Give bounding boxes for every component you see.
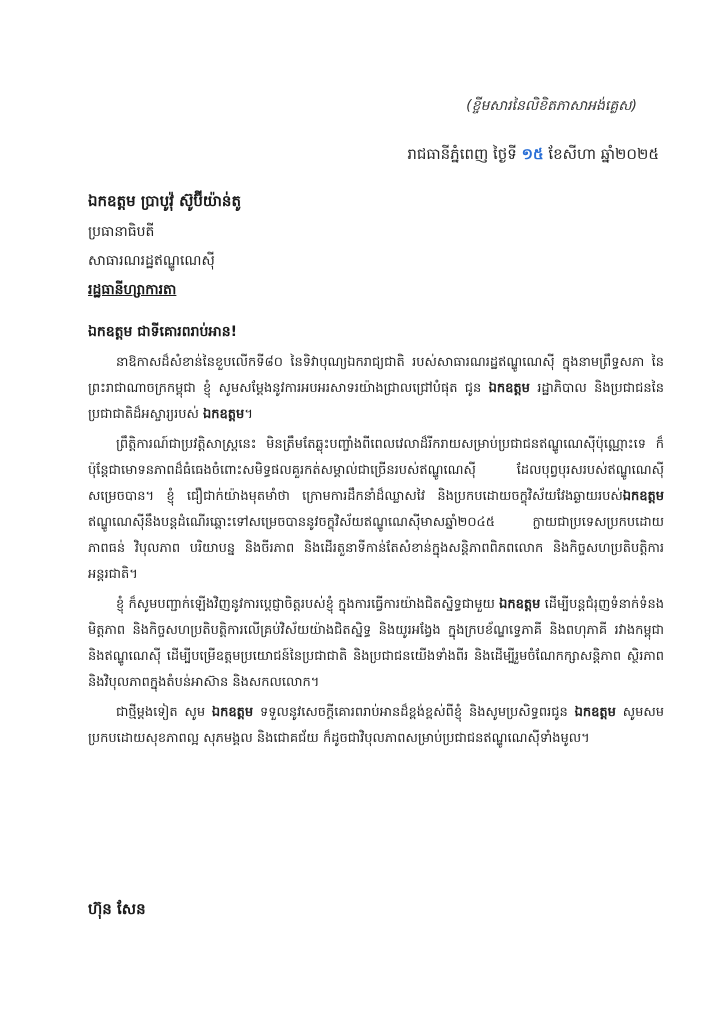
letter-body [88,350,664,756]
honorific: ឯកឧត្តម [211,705,254,720]
paragraph-text: ដើម្បីបន្តជំរុញទំនាក់ទំនងមិត្តភាព និងកិច្ចសហប្រតិបត្តិការលើគ្រប់វិស័យយ៉ាងជិតស្និទ្ធ និងយូរអង្វែង ក្នុងក្របខ័ណ្ឌទ្វេភាគី និងពហុភាគី រវាងកម្ពុជា និងឥណ្ឌូណេស៊ី ដើម្បីបម្រើឧត្តមប្រយោជន៍នៃប្រជាជាតិ និងប្រជាជនយើងទាំងពីរ និងដើម្បីរួមចំណែកក្សាសន្តិភាព ស្ថិរភាព និងវិបុលភាពក្នុងតំបន់អាស៊ាន និងសកលលោក។ [88,597,664,690]
honorific: ឯកឧត្តម [488,381,530,396]
paragraph-3 [88,592,664,696]
date-suffix: ខែសីហា ឆ្នាំ២០២៥ [548,145,659,163]
date-day: ១៥ [521,145,544,163]
recipient-name: ឯកឧត្តម ប្រាបូវ៉ុ ស៊ូប៊ីយ៉ាន់តូ [88,192,241,210]
honorific: ឯកឧត្តម [203,407,245,422]
paragraph-text: ទទួលនូវសេចក្ដីគោរពរាប់អានដ៏ខ្ពង់ខ្ពស់ពីខ្ញុំ និងសូមប្រសិទ្ធពរជូន [260,705,568,720]
recipient-country: សាធារណរដ្ឋឥណ្ឌូណេស៊ី [88,253,215,269]
paragraph-text: រដ្ឋាភិបាល និងប្រជាជននៃប្រជាជាតិដ៏អស្ចារ្យរបស់ [88,381,664,422]
salutation: ឯកឧត្តម ជាទីគោរពរាប់អាន! [88,324,238,340]
recipient-location: រដ្ឋធានីហ្សាការតា [88,282,177,298]
date-line [407,145,659,167]
paragraph-1 [88,350,664,428]
paragraph-text: ព្រឹត្តិការណ៍ជាប្រវត្តិសាស្ត្រនេះ មិនត្រឹមតែឆ្លុះបញ្ចាំងពីពេលវេលាដ៏រីករាយសម្រាប់ប្រជាជនឥណ្ឌូណេស៊ីប៉ុណ្ណោះទេ ក៏ប៉ុន្តែជាមោទនភាពដ៏ធំធេងចំពោះសមិទ្ធផលគួរកត់សម្គាល់ជាច្រើនរបស់ឥណ្ឌូណេស៊ី ដែលបុព្វបុរសរបស់ឥណ្ឌូណេស៊ីសម្រេចបាន។ ខ្ញុំ ជឿជាក់យ៉ាងមុតមាំថា ក្រោមការដឹកនាំដ៏ឈ្លាសវៃ និងប្រកបដោយចក្ខុវិស័យវែងឆ្ងាយរបស់ [88,437,664,504]
paragraph-2 [88,432,664,588]
recipient-block [88,192,648,301]
recipient-title: ប្រធានាធិបតី [88,224,155,240]
paragraph-text: ជាថ្មីម្ដងទៀត សូម [116,705,206,720]
paragraph-text: ។ [244,407,253,422]
paragraph-text: ឥណ្ឌូណេស៊ីនឹងបន្តដំណើរឆ្ពោះទៅសម្រេចបាននូវចក្ខុវិស័យឥណ្ឌូណេស៊ីមាសឆ្នាំ២០៤៥ ក្លាយជាប្រទេសប្រកបដោយភាពធន់ វិបុលភាព បរិយាបន្ន និងចីរភាព និងដើរតួនាទីកាន់តែសំខាន់ក្នុងសន្តិភាពពិភពលោក និងកិច្ចសហប្រតិបត្តិការអន្តរជាតិ។ [88,515,664,582]
signature-name: ហ៊ុន សែន [88,900,146,918]
paragraph-text: ខ្ញុំ ក៏សូមបញ្ជាក់ឡើងវិញនូវការប្ដេជ្ញាចិត្តរបស់ខ្ញុំ ក្នុងការធ្វើការយ៉ាងជិតស្និទ្ធជាមួយ [116,597,495,612]
date-prefix: រាជធានីភ្នំពេញ ថ្ងៃទី [407,145,517,163]
paragraph-4 [88,700,664,752]
honorific: ឯកឧត្តម [499,597,541,612]
paragraph-text: នាឱកាសដ៏សំខាន់នៃខួបលើកទី៨០ នៃទិវាបុណ្យឯករាជ្យជាតិ របស់សាធារណរដ្ឋឥណ្ឌូណេស៊ី ក្នុងនាមព្រឹទ្ធសភា នៃព្រះរាជាណាចក្រកម្ពុជា ខ្ញុំ សូមសម្ដែងនូវការអបអរសាទរយ៉ាងជ្រាលជ្រៅបំផុត ជូន [88,355,664,396]
honorific: ឯកឧត្តម [622,489,664,504]
paragraph-text: សូមសមប្រកបដោយសុខភាពល្អ សុភមង្គល និងជោគជ័យ ក៏ដូចជាវិបុលភាពសម្រាប់ប្រជាជនឥណ្ឌូណេស៊ីទាំងមូល។ [88,705,664,746]
honorific: ឯកឧត្តម [574,705,616,720]
translation-note: (ខ្ចីមសារនៃលិខិតភាសាអង់គ្លេស) [466,98,637,114]
